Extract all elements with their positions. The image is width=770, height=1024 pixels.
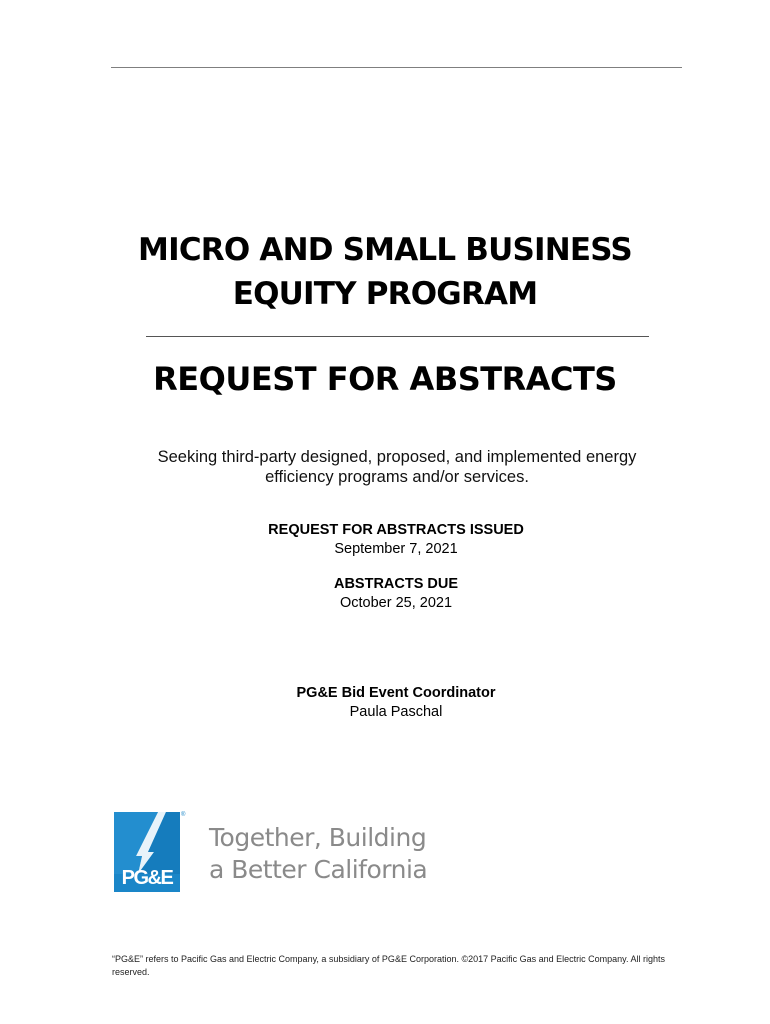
top-divider <box>111 67 682 68</box>
issued-label: REQUEST FOR ABSTRACTS ISSUED <box>268 522 524 538</box>
footnote: “PG&E” refers to Pacific Gas and Electric Company, a subsidiary of PG&E Corporation. ©2017 Pacific Gas and Electric Company. All rights reserved. <box>112 954 666 977</box>
tagline-line-2: a Better California <box>209 855 428 884</box>
document-subtitle: REQUEST FOR ABSTRACTS <box>153 360 617 398</box>
due-block <box>0 575 770 613</box>
tagline <box>209 822 427 886</box>
description-line-2: efficiency programs and/or services. <box>265 468 529 486</box>
coordinator-label: PG&E Bid Event Coordinator <box>296 685 496 701</box>
title-divider <box>146 336 649 337</box>
due-date: October 25, 2021 <box>339 595 453 611</box>
issued-block <box>0 521 770 559</box>
description-line-1: Seeking third-party designed, proposed, and implemented energy <box>157 448 637 466</box>
issued-date: September 7, 2021 <box>334 541 458 557</box>
pge-logo <box>114 812 180 892</box>
title-line-1: MICRO AND SMALL BUSINESS <box>138 232 632 268</box>
logo-text: PG&E <box>121 867 173 889</box>
title-line-2: EQUITY PROGRAM <box>232 276 538 312</box>
coordinator-name: Paula Paschal <box>349 704 443 720</box>
tagline-line-1: Together, Building <box>209 823 427 852</box>
registered-mark: ® <box>181 812 186 818</box>
description <box>100 447 694 487</box>
coordinator-block <box>0 684 770 722</box>
document-title <box>0 228 770 316</box>
due-label: ABSTRACTS DUE <box>333 576 459 592</box>
